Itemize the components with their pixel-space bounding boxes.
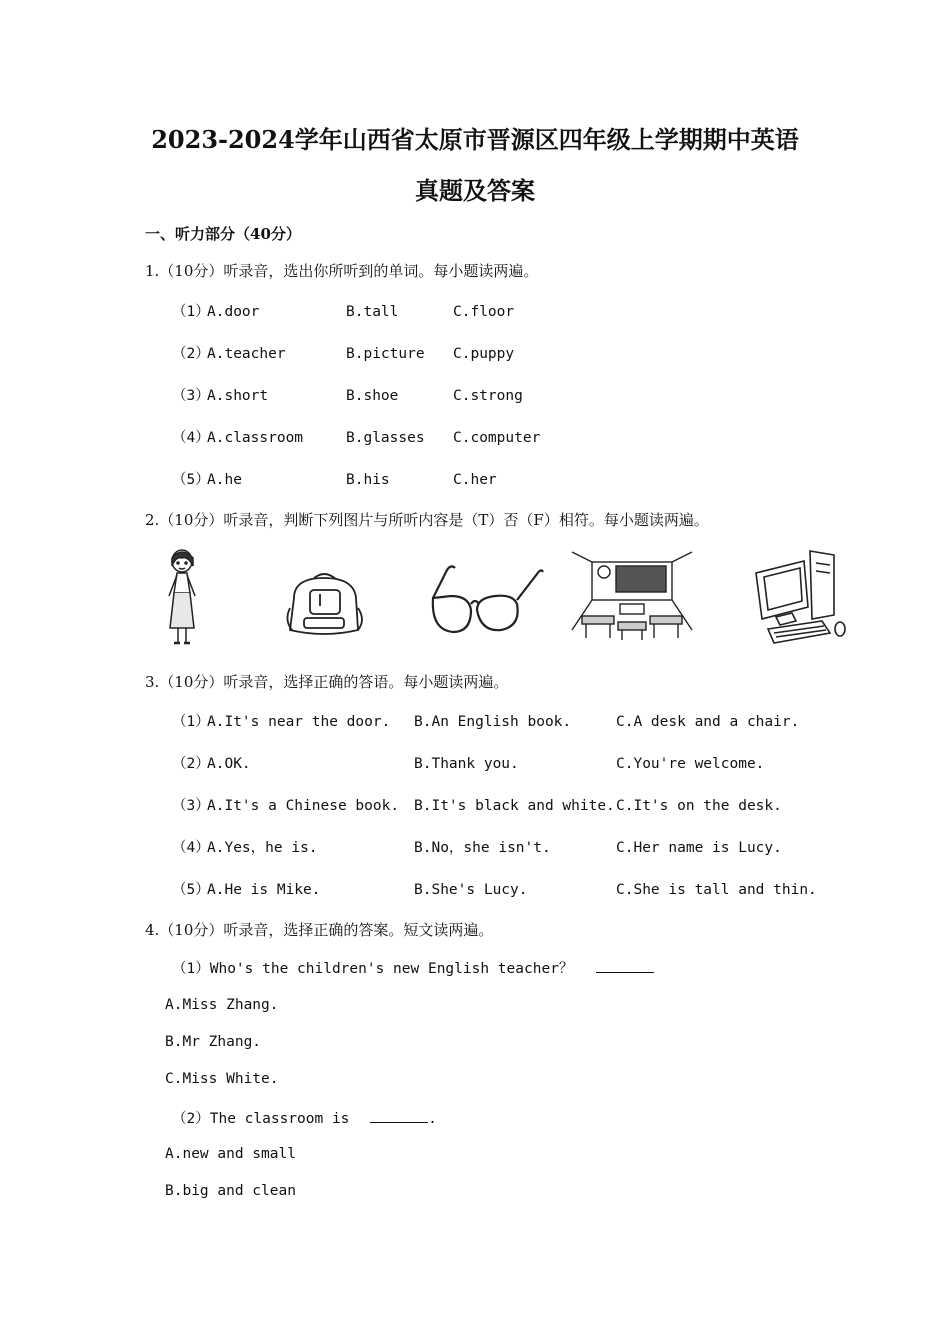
q3-option-b: B.It's black and white. <box>414 798 615 814</box>
q4-sub1-question <box>172 958 654 978</box>
q4-sub2-question-text: （2）The classroom is <box>172 1111 350 1127</box>
q1-item-num: （3） <box>172 388 210 404</box>
answer-blank[interactable] <box>596 958 654 973</box>
q1-item-num: （4） <box>172 430 210 446</box>
q3-item-num: （4） <box>172 840 210 856</box>
q4-stem: 4.（10分）听录音，选择正确的答案。短文读两遍。 <box>145 921 494 939</box>
q3-option-c: C.She is tall and thin. <box>616 882 817 898</box>
q3-item-num: （3） <box>172 798 210 814</box>
q1-option-a: A.classroom <box>207 430 304 446</box>
q1-option-c: C.computer <box>453 430 541 446</box>
q3-option-a: A.It's near the door. <box>207 714 391 730</box>
q3-option-c: C.Her name is Lucy. <box>616 840 782 856</box>
q1-item-num: （1） <box>172 304 210 320</box>
q4-sub2-tail: . <box>428 1111 437 1127</box>
page-title: 2023-2024学年山西省太原市晋源区四年级上学期期中英语 <box>151 125 799 154</box>
q1-option-c: C.floor <box>453 304 515 320</box>
q4-sub1-option-a: A.Miss Zhang. <box>165 997 279 1013</box>
q3-option-a: A.Yes，he is. <box>207 840 318 856</box>
q4-sub1-question-text: （1）Who's the children's new English teacher？ <box>172 961 574 977</box>
q3-item-num: （1） <box>172 714 210 730</box>
q1-option-a: A.door <box>207 304 260 320</box>
q4-sub2-option-a: A.new and small <box>165 1146 296 1162</box>
q3-item-num: （5） <box>172 882 210 898</box>
q1-option-c: C.strong <box>453 388 523 404</box>
q1-item-num: （2） <box>172 346 210 362</box>
q3-option-b: B.An English book. <box>414 714 572 730</box>
q4-sub1-option-b: B.Mr Zhang. <box>165 1034 262 1050</box>
glasses-icon <box>425 560 545 640</box>
q3-option-c: C.It's on the desk. <box>616 798 782 814</box>
computer-icon <box>752 547 847 647</box>
q1-option-a: A.he <box>207 472 242 488</box>
q3-option-a: A.OK. <box>207 756 251 772</box>
q1-option-c: C.puppy <box>453 346 515 362</box>
q1-option-b: B.tall <box>346 304 399 320</box>
q1-option-b: B.picture <box>346 346 425 362</box>
q3-option-c: C.A desk and a chair. <box>616 714 800 730</box>
q3-option-a: A.He is Mike. <box>207 882 321 898</box>
q1-option-a: A.short <box>207 388 269 404</box>
answer-blank[interactable] <box>370 1108 428 1123</box>
q1-option-c: C.her <box>453 472 497 488</box>
q4-sub2-question <box>172 1108 437 1128</box>
q3-option-b: B.No，she isn't. <box>414 840 551 856</box>
q4-sub1-option-c: C.Miss White. <box>165 1071 279 1087</box>
q1-option-b: B.shoe <box>346 388 399 404</box>
q2-stem: 2.（10分）听录音，判断下列图片与所听内容是（T）否（F）相符。每小题读两遍。 <box>145 511 709 529</box>
q3-option-b: B.Thank you. <box>414 756 519 772</box>
q1-stem: 1.（10分）听录音，选出你所听到的单词。每小题读两遍。 <box>145 262 539 280</box>
q3-item-num: （2） <box>172 756 210 772</box>
section-heading: 一、听力部分（40分） <box>145 225 301 243</box>
q1-item-num: （5） <box>172 472 210 488</box>
girl-icon <box>160 548 205 648</box>
page-title-line2: 真题及答案 <box>415 176 535 205</box>
q1-option-b: B.his <box>346 472 390 488</box>
q1-option-b: B.glasses <box>346 430 425 446</box>
q3-option-b: B.She's Lucy. <box>414 882 528 898</box>
q3-option-a: A.It's a Chinese book. <box>207 798 400 814</box>
q1-option-a: A.teacher <box>207 346 286 362</box>
q4-sub2-option-b: B.big and clean <box>165 1183 296 1199</box>
schoolbag-icon <box>282 568 367 638</box>
q3-option-c: C.You're welcome. <box>616 756 765 772</box>
classroom-icon <box>572 550 692 642</box>
q3-stem: 3.（10分）听录音，选择正确的答语。每小题读两遍。 <box>145 673 509 691</box>
